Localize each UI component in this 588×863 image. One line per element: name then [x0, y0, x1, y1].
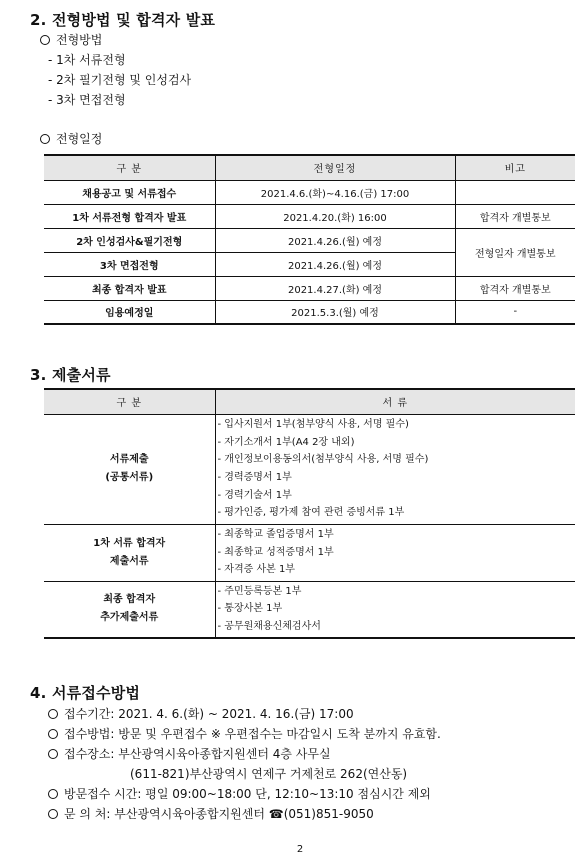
submission-info: [48, 704, 441, 824]
row-name: 채용공고 및 서류접수: [44, 180, 215, 204]
circle-bullet-icon: [48, 789, 58, 799]
row-date: 2021.4.27.(화) 예정: [215, 276, 455, 300]
row-date: 2021.4.6.(화)~4.16.(금) 17:00: [215, 180, 455, 204]
group-name-line: 1차 서류 합격자: [93, 537, 166, 549]
list-item: - 자기소개서 1부(A4 2장 내외): [217, 436, 355, 448]
table-row: [44, 180, 575, 204]
row-name: 임용예정일: [44, 300, 215, 324]
group-items: [215, 524, 575, 581]
method-item: - 3차 면접전형: [48, 93, 126, 107]
circle-bullet-icon: [48, 709, 58, 719]
table-row: [44, 228, 575, 252]
group-items: [215, 414, 575, 524]
group-name-line: 추가제출서류: [100, 612, 159, 624]
info-line: 방문접수 시간: 평일 09:00~18:00 단, 12:10~13:10 점심시간 제외: [48, 784, 441, 804]
method-list: [48, 50, 191, 110]
circle-bullet-icon: [48, 809, 58, 819]
row-note: 전형일자 개별통보: [455, 228, 575, 276]
group-name: [44, 524, 215, 581]
schedule-table: [44, 154, 575, 325]
row-date: 2021.4.20.(화) 16:00: [215, 204, 455, 228]
list-item: - 입사지원서 1부(첨부양식 사용, 서명 필수): [217, 418, 409, 430]
list-item: - 공무원채용신체검사서: [217, 621, 321, 633]
circle-bullet-icon: [40, 134, 50, 144]
address-continuation: (611-821)부산광역시 연제구 거제천로 262(연산동): [130, 767, 408, 781]
table-row: [44, 204, 575, 228]
list-item: - 평가인증, 평가제 참여 관련 증빙서류 1부: [217, 507, 405, 519]
table-row: [44, 300, 575, 324]
row-note: 합격자 개별통보: [455, 276, 575, 300]
table-row: [44, 414, 575, 524]
col-header-note: 비고: [455, 155, 575, 180]
method-heading: [40, 31, 102, 48]
row-note: -: [513, 306, 518, 318]
list-item: - 경력기술서 1부: [217, 489, 292, 501]
row-name: 2차 인성검사&필기전형: [44, 228, 215, 252]
list-item: - 개인정보이용동의서(첨부양식 사용, 서명 필수): [217, 454, 429, 466]
list-item: - 최종학교 성적증명서 1부: [217, 546, 334, 558]
group-name-line: (공통서류): [105, 472, 154, 483]
col-header-category: 구 분: [44, 155, 215, 180]
group-name-line: 최종 합격자: [103, 594, 156, 606]
table-row: [44, 276, 575, 300]
section2-title: 2. 전형방법 및 합격자 발표: [30, 11, 216, 29]
info-line: 접수장소: 부산광역시육아종합지원센터 4층 사무실: [48, 744, 441, 764]
method-item: - 2차 필기전형 및 인성검사: [48, 73, 192, 87]
group-name: [44, 414, 215, 524]
schedule-heading: [40, 130, 102, 147]
list-item: - 주민등록등본 1부: [217, 585, 302, 597]
page-number: 2: [296, 844, 304, 855]
list-item: - 경력증명서 1부: [217, 472, 292, 483]
row-date: 2021.5.3.(월) 예정: [215, 300, 455, 324]
group-items: [215, 581, 575, 638]
info-line: 접수기간: 2021. 4. 6.(화) ~ 2021. 4. 16.(금) 17:00: [48, 704, 441, 724]
table-row: [44, 524, 575, 581]
circle-bullet-icon: [40, 35, 50, 45]
group-name-line: 서류제출: [109, 454, 149, 465]
list-item: - 최종학교 졸업증명서 1부: [217, 528, 334, 540]
row-date: 2021.4.26.(월) 예정: [215, 228, 455, 252]
info-line: 접수방법: 방문 및 우편접수 ※ 우편접수는 마감일시 도착 분까지 유효함.: [48, 724, 441, 744]
method-heading-text: 전형방법: [56, 33, 103, 47]
row-note: 합격자 개별통보: [455, 204, 575, 228]
row-name: 최종 합격자 발표: [44, 276, 215, 300]
info-line: 문 의 처: 부산광역시육아종합지원센터 ☎(051)851-9050: [48, 804, 441, 824]
col-header-schedule: 전형일정: [215, 155, 455, 180]
col-header-documents: 서 류: [215, 389, 575, 414]
circle-bullet-icon: [48, 749, 58, 759]
list-item: - 자격증 사본 1부: [217, 564, 295, 576]
row-note: [455, 180, 575, 204]
table-row: [44, 581, 575, 638]
section4-title: 4. 서류접수방법: [30, 684, 141, 702]
schedule-heading-text: 전형일정: [56, 132, 103, 146]
group-name-line: 제출서류: [109, 555, 149, 567]
list-item: - 통장사본 1부: [217, 603, 283, 615]
col-header-category: 구 분: [44, 389, 215, 414]
circle-bullet-icon: [48, 729, 58, 739]
row-name: 1차 서류전형 합격자 발표: [44, 204, 215, 228]
documents-table: [44, 388, 575, 639]
group-name: [44, 581, 215, 638]
row-date: 2021.4.26.(월) 예정: [215, 252, 455, 276]
row-name: 3차 면접전형: [44, 252, 215, 276]
section3-title: 3. 제출서류: [30, 366, 111, 384]
method-item: - 1차 서류전형: [48, 53, 126, 67]
